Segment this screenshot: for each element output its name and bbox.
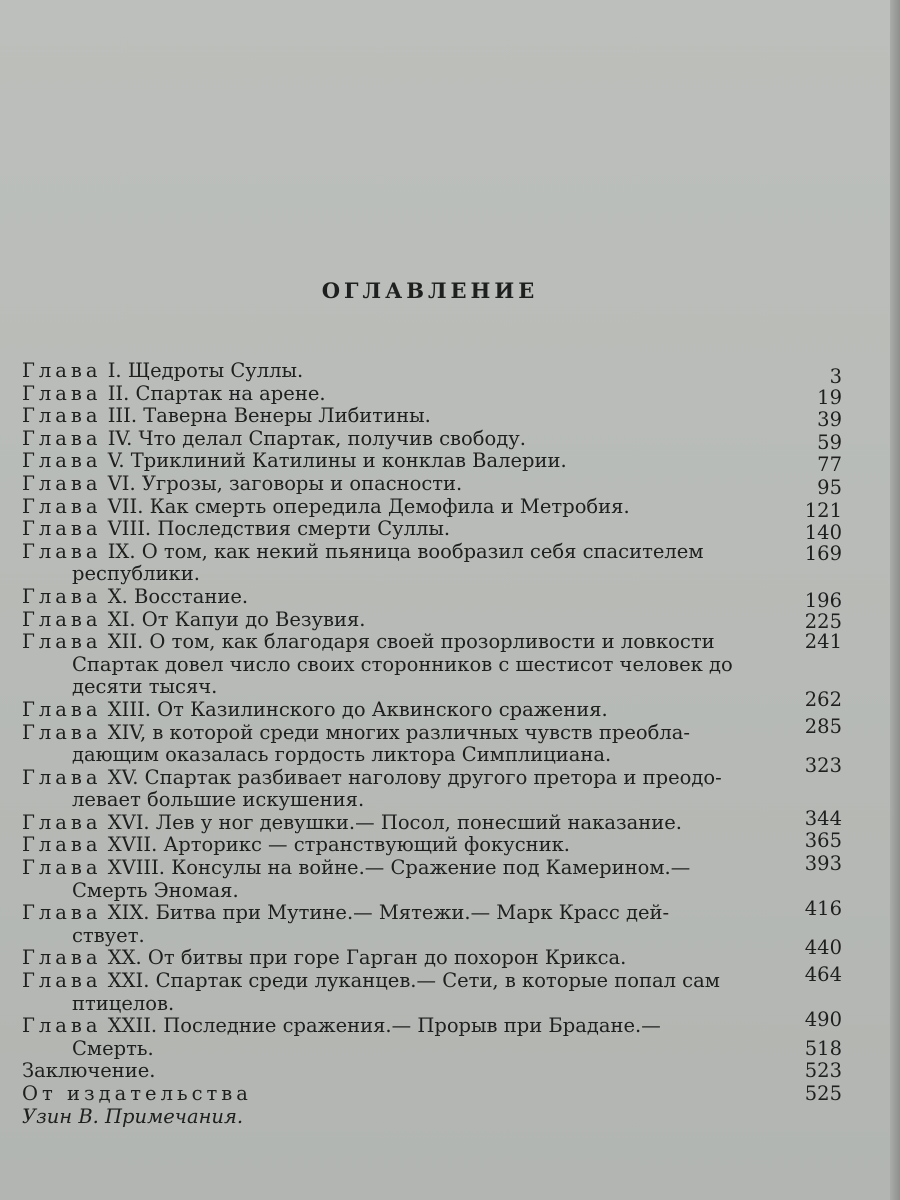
chapter-title: XIX. Битва при Мутине.— Мятежи.— Марк Красс дей- — [101, 901, 670, 925]
chapter-title: XXI. Спартак среди луканцев.— Сети, в которые попал сам — [101, 969, 720, 993]
page-number: 285 — [804, 714, 842, 738]
chapter-prefix: Глава — [22, 901, 102, 925]
page-number: 19 — [817, 385, 842, 409]
chapter-title-continuation: ствует. — [72, 923, 145, 947]
chapter-title: X. Восстание. — [101, 584, 249, 608]
toc-entry — [22, 426, 842, 454]
chapter-prefix: Глава — [22, 404, 102, 428]
page-number: 241 — [804, 630, 842, 654]
page-number: 121 — [804, 498, 842, 522]
chapter-title: VII. Как смерть опередила Демофила и Метробия. — [101, 494, 630, 518]
toc-entry — [22, 494, 842, 522]
chapter-prefix: Глава — [22, 765, 102, 789]
chapter-title: XVIII. Консулы на войне.— Сражение под Камерином.— — [101, 856, 691, 880]
page-number: 3 — [829, 365, 842, 388]
chapter-title-continuation: десяти тысяч. — [72, 675, 218, 699]
chapter-title: XV. Спартак разбивает наголову другого претора и преодо- — [101, 765, 722, 789]
toc-entry — [22, 609, 842, 632]
page-title: ОГЛАВЛЕНИЕ — [321, 278, 539, 303]
toc-entry — [22, 541, 842, 564]
chapter-prefix: Глава — [22, 969, 102, 993]
toc-entry — [22, 714, 842, 745]
chapter-title-continuation: дающим оказалась гордость ликтора Симплициана. — [72, 743, 612, 767]
chapter-title-continuation: Смерть Эномая. — [72, 878, 239, 902]
toc-entry-continuation — [22, 993, 842, 1016]
page-number: 77 — [817, 453, 842, 477]
chapter-title: I. Щедроты Суллы. — [101, 359, 304, 382]
toc-entry — [22, 584, 842, 612]
toc-entry — [22, 359, 842, 388]
toc-entry — [22, 897, 842, 925]
chapter-title: II. Спартак на арене. — [101, 381, 326, 405]
chapter-prefix: Глава — [22, 810, 102, 834]
page-number: 59 — [817, 430, 842, 454]
chapter-title: XI. От Капуи до Везувия. — [101, 607, 366, 631]
page-number: 518 — [804, 1036, 842, 1060]
chapter-prefix: Глава — [22, 539, 102, 563]
toc-entry — [22, 631, 842, 654]
chapter-title: XVI. Лев у ног девушки.— Посол, понесший наказание. — [101, 810, 682, 834]
chapter-title-continuation: Смерть. — [72, 1036, 154, 1060]
chapter-title: XII. О том, как благодаря своей прозорливости и ловкости — [101, 630, 715, 654]
toc-entry — [22, 963, 842, 993]
chapter-title: XIII. От Казилинского до Аквинского сражения. — [101, 697, 608, 721]
chapter-prefix: Глава — [22, 359, 102, 382]
chapter-prefix: Глава — [22, 833, 102, 857]
chapter-prefix: Глава — [22, 517, 102, 541]
chapter-prefix: Глава — [22, 449, 102, 473]
toc-entry — [22, 829, 842, 857]
page-number: 393 — [804, 852, 842, 876]
page-number: 464 — [804, 963, 842, 987]
chapter-title: VIII. Последствия смерти Суллы. — [101, 517, 451, 541]
toc-entry-continuation — [22, 563, 842, 586]
chapter-title: VI. Угрозы, заговоры и опасности. — [101, 471, 463, 495]
toc-entry — [22, 449, 842, 477]
page-number: 525 — [804, 1082, 842, 1105]
table-of-contents — [22, 360, 842, 1128]
chapter-prefix: Глава — [22, 720, 102, 744]
page-number: 196 — [804, 588, 842, 612]
chapter-title-continuation: Спартак довел число своих сторонников с шестисот человек до — [72, 652, 733, 676]
toc-entry — [22, 471, 842, 499]
page-number: 169 — [804, 541, 842, 565]
chapter-prefix: Глава — [22, 494, 102, 518]
toc-entry-continuation — [22, 1038, 842, 1061]
toc-entry-continuation — [22, 880, 842, 903]
chapter-prefix: Глава — [22, 426, 102, 450]
page-number: 344 — [804, 806, 842, 830]
chapter-prefix: Глава — [22, 1014, 102, 1038]
page-number: 523 — [804, 1059, 842, 1083]
chapter-title: V. Триклиний Катилины и конклав Валерии. — [101, 449, 567, 473]
section-title: От издательства — [22, 1082, 252, 1105]
toc-entry — [22, 517, 842, 545]
toc-entry-publisher — [22, 1083, 842, 1106]
page-number: 140 — [804, 521, 842, 545]
chapter-prefix: Глава — [22, 856, 102, 880]
page-number: 416 — [804, 897, 842, 921]
toc-entry — [22, 381, 842, 409]
section-title: Узин В. Примечания. — [22, 1104, 244, 1128]
chapter-prefix: Глава — [22, 584, 102, 608]
chapter-title-continuation: птицелов. — [72, 991, 175, 1015]
chapter-prefix: Глава — [22, 946, 102, 970]
page-number: 39 — [817, 408, 842, 432]
chapter-title: IV. Что делал Спартак, получив свободу. — [101, 426, 526, 450]
chapter-prefix: Глава — [22, 697, 102, 721]
page-number: 262 — [804, 687, 842, 711]
chapter-title: XVII. Арторикс — странствующий фокусник. — [101, 833, 570, 857]
chapter-title: IX. О том, как некий пьяница вообразил себя спасителем — [101, 539, 704, 563]
toc-entry-continuation — [22, 676, 842, 699]
chapter-title: XX. От битвы при горе Гарган до похорон Крикса. — [101, 946, 627, 970]
toc-entry-continuation — [22, 654, 842, 677]
toc-entry — [22, 936, 842, 970]
toc-entry — [22, 852, 842, 880]
page-number: 95 — [817, 475, 842, 499]
toc-entry-notes — [22, 1106, 842, 1129]
page-number: 225 — [804, 609, 842, 633]
toc-entry-conclusion — [22, 1060, 842, 1083]
toc-entry-continuation — [22, 789, 842, 812]
chapter-prefix: Глава — [22, 381, 102, 405]
chapter-prefix: Глава — [22, 607, 102, 631]
toc-entry-continuation — [22, 925, 842, 948]
chapter-title: III. Таверна Венеры Либитины. — [101, 404, 431, 428]
page-number: 323 — [804, 753, 842, 777]
page-number: 365 — [804, 829, 842, 853]
page-number: 490 — [804, 1008, 842, 1032]
chapter-title: XXII. Последние сражения.— Прорыв при Брадане.— — [101, 1014, 661, 1038]
toc-entry — [22, 1008, 842, 1038]
chapter-title-continuation: республики. — [72, 562, 200, 586]
chapter-prefix: Глава — [22, 630, 102, 654]
toc-entry-continuation — [22, 744, 842, 767]
section-title: Заключение. — [22, 1059, 156, 1083]
page-edge — [890, 0, 900, 1200]
chapter-title: XIV, в которой среди многих различных чувств преобла- — [101, 720, 690, 744]
chapter-prefix: Глава — [22, 471, 102, 495]
toc-entry — [22, 404, 842, 432]
chapter-title-continuation: левает большие искушения. — [72, 788, 365, 812]
page-number: 440 — [804, 936, 842, 960]
toc-entry — [22, 806, 842, 835]
